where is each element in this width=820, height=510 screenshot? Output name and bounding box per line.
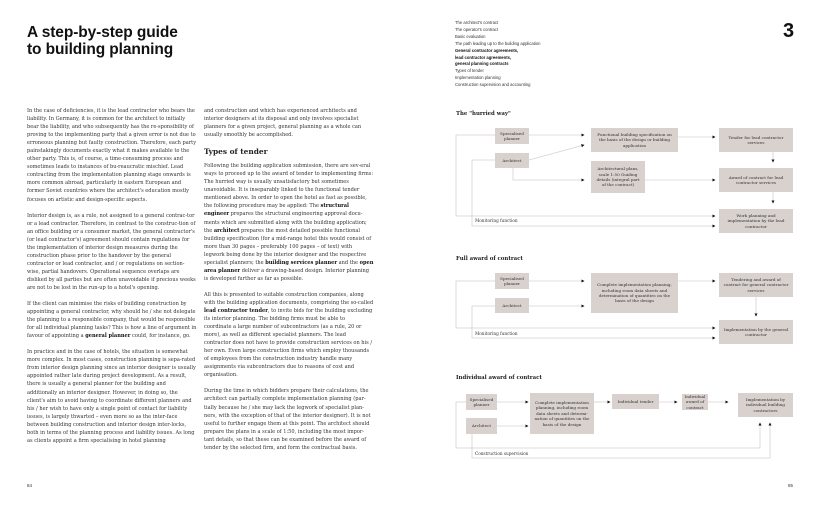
- title-line-1: A step-by-step guide: [27, 24, 178, 41]
- toc-item-current: General contractor agreements,: [455, 47, 519, 53]
- paragraph: If the client can minimise the risks of building construction by appointing a general contractor, why should he / she not delegate the planning to a responsible company, that would be responsible for all individual planning tasks? This is how a line of argument in favour of appointing a general planner could, for instance, go.: [27, 301, 197, 340]
- diagram-title-hurried: The "hurried way": [456, 111, 511, 117]
- page-number-right: 85: [788, 483, 794, 488]
- paragraph: All this is presented to suitable construction companies, along with the building application documents, comprising the so-called lead contractor tender, to invite bids for the building excluding its interior planning. The bidding firms must be able to coordinate a large number of subcontractors (as a rule, 20 or more), as well as different specialist planners. The lead contractor does not have to provide construction services on his / her own. Even large construction firms which employ thousands of employees from the construction industry handle many assignments via subcontractors due to reasons of cost and organisation.: [204, 291, 374, 379]
- box-specialised-planner: Specialised planner: [495, 273, 529, 289]
- toc-item-current: general planning contracts: [455, 61, 509, 67]
- toc-item: Basic evaluation: [455, 33, 486, 39]
- box-individual-award: Individual award of contract: [682, 394, 708, 410]
- section-heading: Types of tender: [204, 147, 268, 157]
- paragraph: and construction and which has experienced architects and interior designers at its disposal and only involves specialist planners for a given project, general planning as a whole can usually smoothly be accomplished.: [204, 108, 362, 139]
- toc-item: Types of tender: [455, 68, 484, 74]
- label-monitoring: Monitoring function: [475, 218, 518, 223]
- connector: [456, 402, 760, 448]
- box-complete-impl: Complete implementation planning, including room data sheets and determi-nation of quantities on the basis of the design: [530, 393, 594, 434]
- box-tendering-award: Tendering and award of contract for general contractor services: [719, 273, 793, 297]
- paragraph: In practice and in the case of hotels, the situation is somewhat more complex. In most cases, construction planning is sepa-rated from interior design planning since an interior designer is usually appointed rather late during project development. As a result, there is usually a general planner for the building and additionally an interior designer. However, in doing so, the client's aim to avoid having to coordinate different planners and his / her wish to have only a single point of contact for liability issues, is largely thwarted – even more so as the inter-face between building construction and interior design inter-locks, both in terms of the planning process and liability issues. As long as clients appoint a firm specialising in hotel planning: [27, 349, 196, 444]
- paragraph: Interior design is, as a rule, not assigned to a general contrac-tor or a lead contractor. Therefore, in contrast to the construc-tion of an office building or a consumer market, the general contractor's (or lead contractor's) agreement should contain regulations for the implementation of interior design measures during the construction phase prior to the handover by the general contractor or lead contractor, and / or regulations on section-wise, partial handovers. Operational sequence overlaps are disliked by all parties but are often unavoidable if precious weeks are not to be lost in the run-up to a hotel's opening.: [27, 212, 196, 291]
- box-specialised-planner: Specialised planner: [495, 128, 529, 144]
- label-monitoring: Monitoring function: [475, 331, 518, 336]
- box-individual-tender: Individual tender: [612, 394, 659, 409]
- box-functional-spec: Functional building specification on the basis of the design or building application: [591, 128, 678, 152]
- label-construction-supervision: Construction supervision: [475, 451, 529, 456]
- box-tender-lead: Tender for lead contractor services: [719, 128, 793, 152]
- box-architect: Architect: [495, 153, 529, 168]
- toc-item: The path leading up to the building application: [455, 40, 541, 46]
- diagram-title-full-award: Full award of contract: [456, 256, 523, 262]
- toc-item: Implementation planning: [455, 75, 501, 81]
- page-number-left: 84: [27, 483, 33, 488]
- paragraph: Following the building application submission, there are sev-eral ways to proceed up to the award of tender to implementing firms: The hurried way is usually unsatisfactory but sometimes unavoidable. It is inseparably linked to the functional tender mentioned above. In order to open the hotel as fast as possible, the following procedure may be applied: The structural engineer prepares the structural engineering approval docu-ments which are submitted along with the building application; the architect prepares the most detailed possible functional building specification (for a mid-range hotel this would consist of more than 30 pages – preferably 100 pages – of text) with legwork being done by the interior designer and the respective specialist planners; the building services planner and the open area planner deliver a drawing-based design. Interior planning is developed further as far as possible.: [204, 163, 374, 282]
- toc-item: The architect's contract: [455, 20, 499, 25]
- bold-term: general planner: [85, 333, 131, 340]
- box-award-lead: Award of contract for lead contractor services: [719, 168, 793, 192]
- box-complete-impl: Complete implementation planning, including room data sheets and determination of quantities on the basis of the design: [591, 273, 678, 313]
- box-specialised-planner: Specialised planner: [466, 394, 497, 410]
- toc-item: Construction supervision and accounting: [455, 82, 531, 88]
- box-arch-plans: Architectural plans, scale 1:50 Guiding details (integral part of the contract): [591, 161, 645, 193]
- box-impl-general: Implementation by the general contractor: [719, 320, 793, 344]
- connector: [513, 168, 584, 180]
- diagram-title-individual-award: Individual award of contract: [456, 375, 542, 381]
- box-architect: Architect: [495, 298, 529, 313]
- chapter-number: 3: [783, 20, 795, 42]
- paragraph: In the case of deficiencies, it is the lead contractor who bears the liability. In Germany, it is common for the architect to initially bear the liability, and who subsequently has the re-sponsibility of proving to the implementing party that a given error is not due to erroneous planning but faulty construction. Therefore, each party painstakingly documents exactly what it makes available to the other party. This is, of course, a time-consuming process and sometimes leads to instances of bu-reaucratic mischief. Lead contracting from the implementation planning stage onwards is more common abroad, particularly in eastern European and former Soviet countries where the architect's education mostly focuses on artistic and design-specific aspects.: [27, 108, 197, 203]
- box-impl-individual: Implementation by individual building contractors: [738, 393, 793, 417]
- box-work-planning: Work planning and implementation by the lead contractor: [719, 209, 793, 233]
- toc-item-current: lead contractor agreements,: [455, 54, 512, 60]
- toc-item: The operator's contract: [455, 26, 498, 32]
- box-architect: Architect: [466, 418, 497, 434]
- title-line-2: to building planning: [27, 40, 174, 58]
- paragraph: During the time in which bidders prepare their calculations, the architect can partially complete implementation planning (par-tially because he / she may lack the legwork of specialist plan-ners, with the exception of that of the interior designer). It is not useful to further engage them at this point. The architect should prepare the plans in a scale of 1:50, including the most impor-tant details, so that these can be examined before the award of tender by the selected firm, and form the contractual basis.: [204, 388, 371, 451]
- connector: [529, 145, 584, 160]
